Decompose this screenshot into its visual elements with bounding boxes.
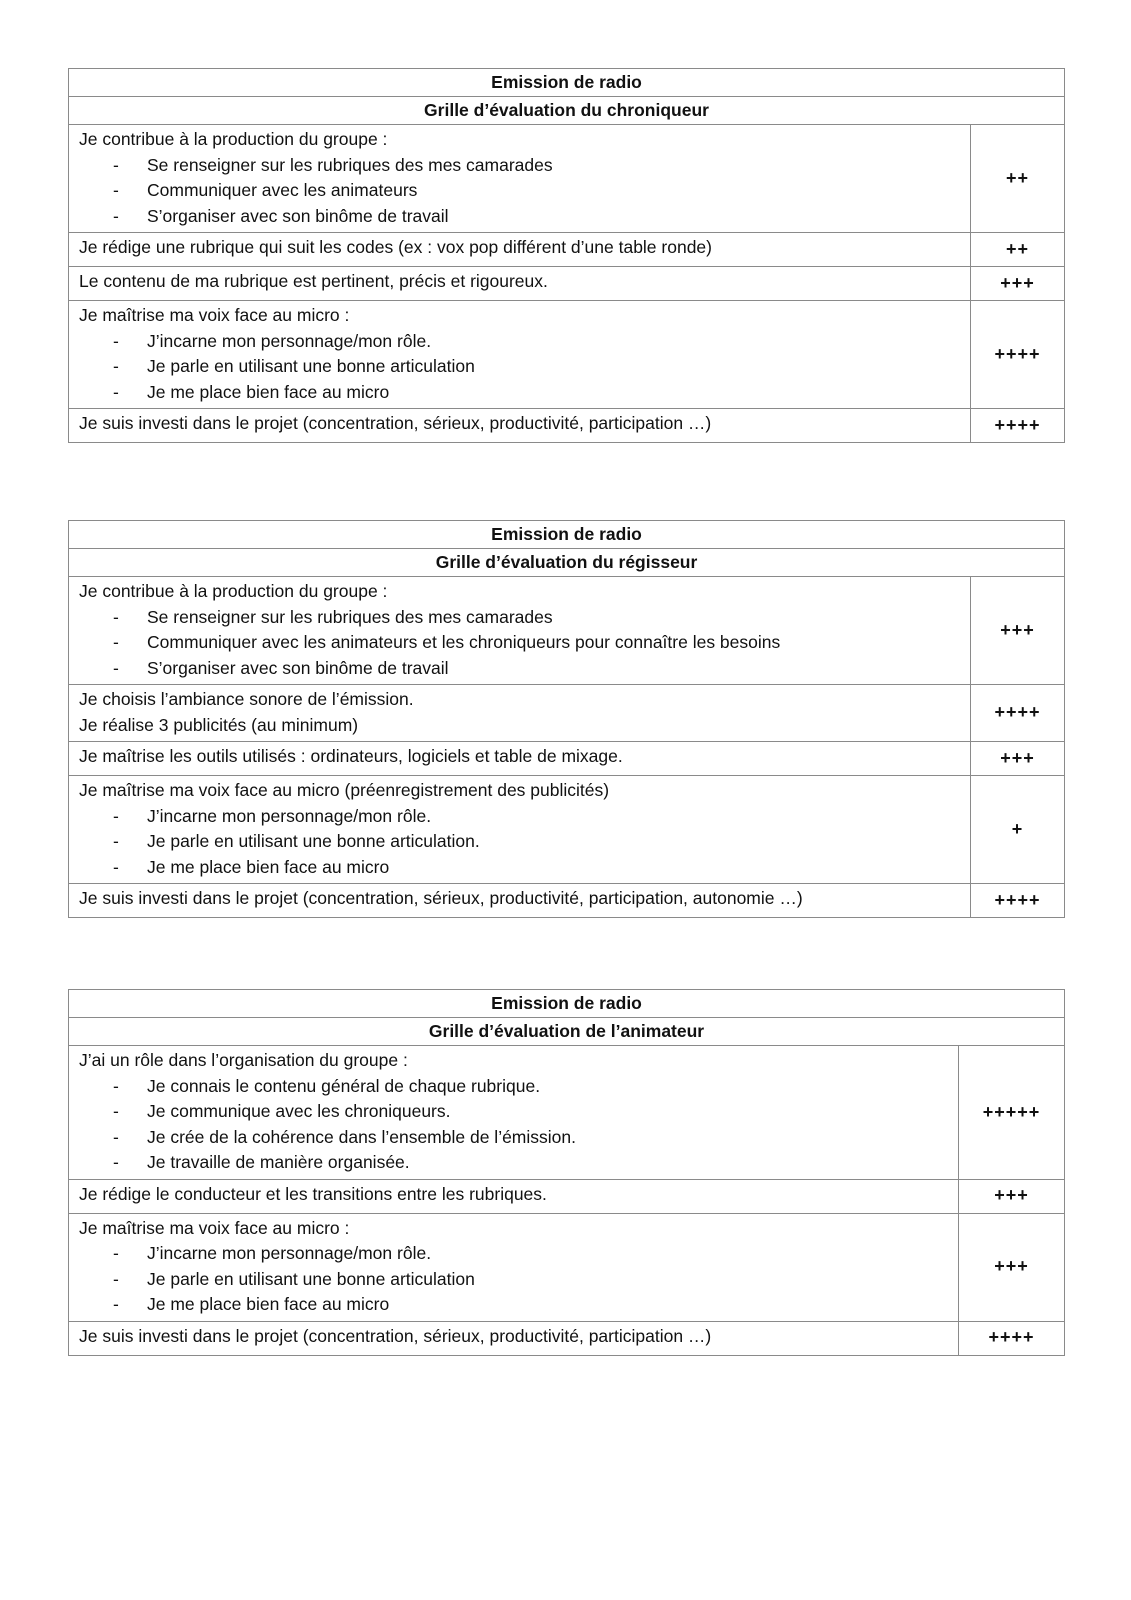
dash-marker: -	[113, 657, 119, 678]
criterion-row	[69, 267, 1065, 301]
criterion-row	[69, 685, 1065, 742]
criterion-bullets	[79, 804, 964, 881]
criterion-row	[69, 409, 1065, 443]
dash-marker: -	[113, 805, 119, 826]
criterion-row	[69, 1046, 1065, 1180]
dash-marker: -	[113, 831, 119, 851]
criterion-text: Je contribue à la production du groupe :	[79, 581, 388, 601]
criterion-score: ++++	[971, 409, 1065, 443]
criterion-bullets	[79, 1241, 952, 1318]
criterion-text: Je maîtrise les outils utilisés : ordinateurs, logiciels et table de mixage.	[79, 746, 623, 766]
bullet-item: - Je communique avec les chroniqueurs.	[79, 1099, 952, 1125]
grid-title: Emission de radio	[69, 521, 1065, 549]
criterion-description	[69, 301, 971, 409]
criterion-text: Je suis investi dans le projet (concentration, sérieux, productivité, participation, autonomie …)	[79, 888, 803, 908]
criterion-text: Le contenu de ma rubrique est pertinent, précis et rigoureux.	[79, 271, 548, 291]
criterion-score: ++	[971, 125, 1065, 233]
criterion-description	[69, 1179, 959, 1213]
dash-marker: -	[113, 1152, 119, 1172]
dash-marker: -	[113, 856, 119, 877]
criterion-text: Je rédige le conducteur et les transitions entre les rubriques.	[79, 1183, 547, 1204]
criterion-row	[69, 884, 1065, 918]
criterion-score: ++++	[971, 884, 1065, 918]
bullet-item: - Se renseigner sur les rubriques des mes camarades	[79, 605, 964, 631]
criterion-score: +++++	[959, 1046, 1065, 1180]
dash-marker: -	[113, 1294, 119, 1314]
criterion-text: Je rédige une rubrique qui suit les codes (ex : vox pop différent d’une table ronde)	[79, 237, 712, 257]
criterion-row	[69, 233, 1065, 267]
bullet-item: - J’incarne mon personnage/mon rôle.	[79, 329, 964, 355]
criterion-row	[69, 742, 1065, 776]
evaluation-grid-regisseur	[68, 520, 1065, 918]
bullet-item: - Je parle en utilisant une bonne articulation	[79, 1267, 952, 1293]
bullet-item: - Communiquer avec les animateurs et les chroniqueurs pour connaître les besoins	[79, 630, 964, 656]
criterion-description	[69, 685, 971, 742]
criterion-text: Je maîtrise ma voix face au micro :	[79, 1217, 350, 1238]
criterion-row	[69, 1213, 1065, 1321]
criterion-row	[69, 577, 1065, 685]
criterion-bullets	[79, 605, 964, 682]
criterion-score: +++	[971, 267, 1065, 301]
dash-marker: -	[113, 154, 119, 175]
bullet-item: - S’organiser avec son binôme de travail	[79, 656, 964, 682]
criterion-score: ++++	[971, 301, 1065, 409]
criterion-description	[69, 742, 971, 776]
criterion-text: Je contribue à la production du groupe :	[79, 129, 388, 149]
dash-marker: -	[113, 330, 119, 351]
bullet-item: - Je parle en utilisant une bonne articulation.	[79, 829, 964, 855]
evaluation-grid-animateur	[68, 989, 1065, 1356]
criterion-text-line-2: Je réalise 3 publicités (au minimum)	[79, 714, 359, 735]
criterion-bullets	[79, 1074, 952, 1176]
bullet-item: - Je me place bien face au micro	[79, 855, 964, 881]
criterion-score: ++++	[959, 1321, 1065, 1355]
criterion-row	[69, 301, 1065, 409]
dash-marker: -	[113, 180, 119, 200]
dash-marker: -	[113, 381, 119, 402]
criterion-description	[69, 267, 971, 301]
criterion-text: Je choisis l’ambiance sonore de l’émission.	[79, 689, 414, 709]
criterion-score: +++	[971, 742, 1065, 776]
criterion-row	[69, 1321, 1065, 1355]
criterion-description	[69, 577, 971, 685]
criterion-bullets	[79, 329, 964, 406]
criterion-description	[69, 1321, 959, 1355]
criterion-row	[69, 1179, 1065, 1213]
grid-title: Emission de radio	[69, 69, 1065, 97]
dash-marker: -	[113, 606, 119, 627]
grid-subtitle: Grille d’évaluation du régisseur	[69, 549, 1065, 577]
criterion-score: +++	[971, 577, 1065, 685]
criterion-description	[69, 884, 971, 918]
criterion-score: +++	[959, 1213, 1065, 1321]
dash-marker: -	[113, 1075, 119, 1096]
criterion-text: Je suis investi dans le projet (concentration, sérieux, productivité, participation …)	[79, 1325, 712, 1346]
evaluation-grid-chroniqueur	[68, 68, 1065, 443]
bullet-item: - Je parle en utilisant une bonne articulation	[79, 354, 964, 380]
criterion-score: ++	[971, 233, 1065, 267]
dash-marker: -	[113, 1268, 119, 1289]
bullet-item: - Communiquer avec les animateurs	[79, 178, 964, 204]
criterion-text: J’ai un rôle dans l’organisation du groupe :	[79, 1050, 408, 1070]
criterion-score: +++	[959, 1179, 1065, 1213]
bullet-item: - Je connais le contenu général de chaque rubrique.	[79, 1074, 952, 1100]
dash-marker: -	[113, 1101, 119, 1121]
criterion-score: ++++	[971, 685, 1065, 742]
dash-marker: -	[113, 1126, 119, 1147]
bullet-item: - Je crée de la cohérence dans l’ensemble de l’émission.	[79, 1125, 952, 1151]
criterion-row	[69, 776, 1065, 884]
criterion-description	[69, 409, 971, 443]
bullet-item: - J’incarne mon personnage/mon rôle.	[79, 804, 964, 830]
criterion-text: Je maîtrise ma voix face au micro :	[79, 305, 350, 325]
criterion-score: +	[971, 776, 1065, 884]
grid-title: Emission de radio	[69, 990, 1065, 1018]
bullet-item: - Je travaille de manière organisée.	[79, 1150, 952, 1176]
criterion-text: Je suis investi dans le projet (concentration, sérieux, productivité, participation …)	[79, 413, 712, 433]
bullet-item: - J’incarne mon personnage/mon rôle.	[79, 1241, 952, 1267]
bullet-item: - Je me place bien face au micro	[79, 380, 964, 406]
criterion-description	[69, 1213, 959, 1321]
grid-subtitle: Grille d’évaluation de l’animateur	[69, 1018, 1065, 1046]
dash-marker: -	[113, 356, 119, 376]
dash-marker: -	[113, 632, 119, 652]
bullet-item: - Je me place bien face au micro	[79, 1292, 952, 1318]
criterion-description	[69, 233, 971, 267]
criterion-description	[69, 776, 971, 884]
criterion-description	[69, 125, 971, 233]
dash-marker: -	[113, 205, 119, 226]
criterion-row	[69, 125, 1065, 233]
bullet-item: - Se renseigner sur les rubriques des mes camarades	[79, 153, 964, 179]
criterion-bullets	[79, 153, 964, 230]
grid-subtitle: Grille d’évaluation du chroniqueur	[69, 97, 1065, 125]
dash-marker: -	[113, 1243, 119, 1263]
criterion-text: Je maîtrise ma voix face au micro (préenregistrement des publicités)	[79, 780, 610, 800]
criterion-description	[69, 1046, 959, 1180]
bullet-item: - S’organiser avec son binôme de travail	[79, 204, 964, 230]
